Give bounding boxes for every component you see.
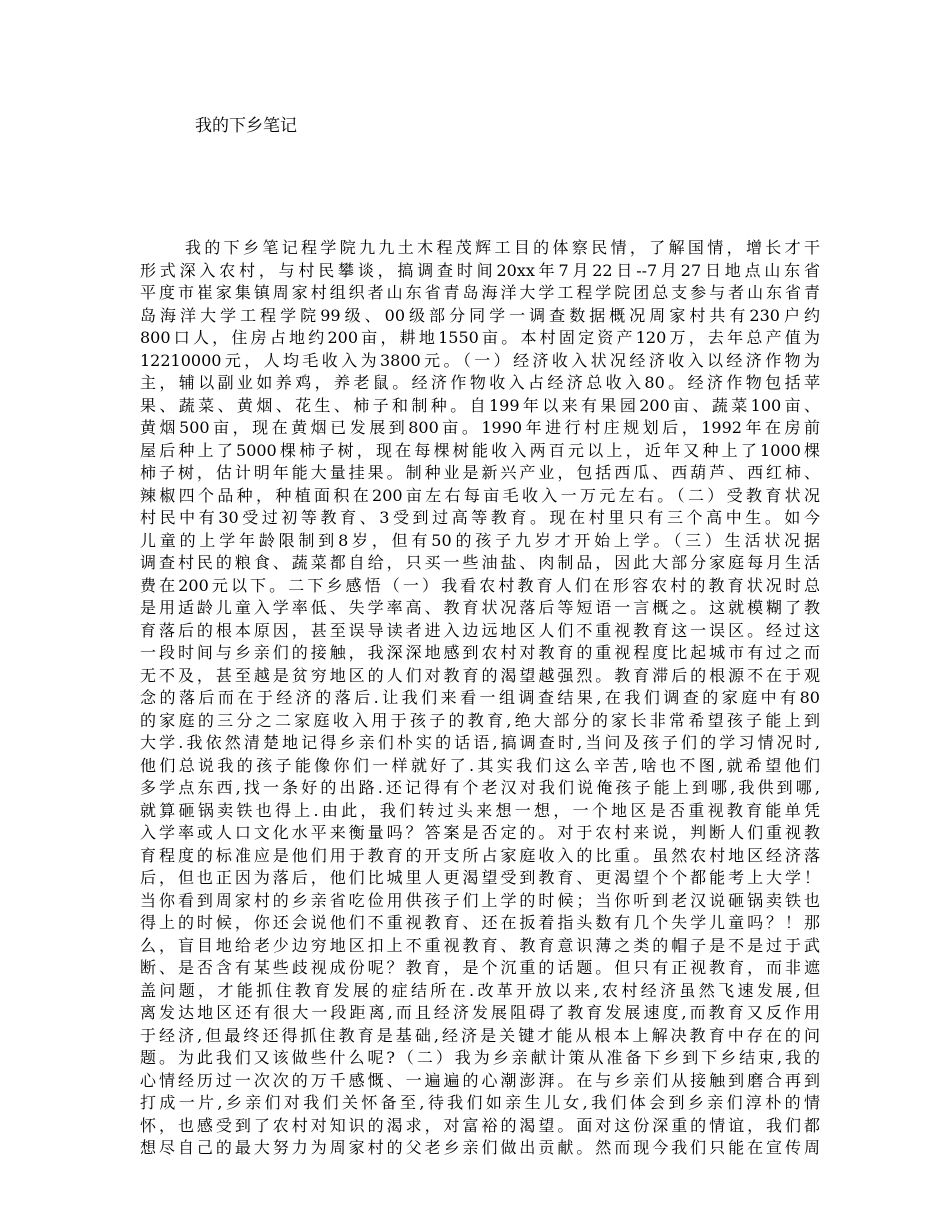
body-line: 念的落后而在于经济的落后.让我们来看一组调查结果,在我们调查的家庭中有80 — [140, 688, 820, 707]
body-line: 800口人，住房占地约200亩，耕地1550亩。本村固定资产120万，去年总产值为 — [140, 328, 820, 347]
document-title: 我的下乡笔记 — [195, 116, 297, 136]
body-line: 得上的时候，你还会说他们不重视教育、还在扳着指头数有几个失学儿童吗？！那 — [140, 913, 820, 932]
body-line: 果、蔬菜、黄烟、花生、柿子和制种。自199年以来有果园200亩、蔬菜100亩、 — [140, 395, 820, 415]
body-line: 无不及，甚至越是贫穷地区的人们对教育的渴望越强烈。教育滞后的根源不在于观 — [140, 665, 820, 685]
body-line: 柿子树，估计明年能大量挂果。制种业是新兴产业，包括西瓜、西葫芦、西红柿、 — [140, 463, 820, 482]
body-line: 断、是否含有某些歧视成份呢？教育，是个沉重的话题。但只有正视教育，而非遮 — [140, 958, 820, 977]
body-line: 大学.我依然清楚地记得乡亲们朴实的话语,搞调查时,当问及孩子们的学习情况时, — [140, 733, 820, 752]
body-line: 平度市崔家集镇周家村组织者山东省青岛海洋大学工程学院团总支参与者山东省青 — [140, 283, 820, 302]
body-line: 离发达地区还有很大一段距离,而且经济发展阻碍了教育发展速度,而教育又反作用 — [140, 1003, 820, 1022]
body-line: 辣椒四个品种，种植面积在200亩左右每亩毛收入一万元左右。（二）受教育状况 — [140, 485, 820, 505]
body-line: 是用适龄儿童入学率低、失学率高、教育状况落后等短语一言概之。这就模糊了教 — [140, 598, 820, 617]
body-line: 后，但也正因为落后，他们比城里人更渴望受到教育、更渴望个个都能考上大学！ — [140, 868, 820, 887]
body-line: 育落后的根本原因，甚至误导读者进入边远地区人们不重视教育这一误区。经过这 — [140, 620, 820, 640]
document-body — [140, 237, 820, 1160]
body-line: 多学点东西,找一条好的出路.还记得有个老汉对我们说俺孩子能上到哪,我供到哪, — [140, 778, 820, 797]
body-line: 黄烟500亩，现在黄烟已发展到800亩。1990年进行村庄规划后，1992年在房前 — [140, 418, 820, 437]
body-line: 育程度的标准应是他们用于教育的开支所占家庭收入的比重。虽然农村地区经济落 — [140, 845, 820, 865]
body-line: 打成一片,乡亲们对我们关怀备至,待我们如亲生儿女,我们体会到乡亲们淳朴的情 — [140, 1093, 820, 1112]
body-line: 怀，也感受到了农村对知识的渴求，对富裕的渴望。面对这份深重的情谊，我们都 — [140, 1115, 820, 1135]
body-line: 就算砸锅卖铁也得上.由此，我们转过头来想一想，一个地区是否重视教育能单凭 — [140, 800, 820, 820]
body-line: 调查村民的粮食、蔬菜都自给，只买一些油盐、肉制品，因此大部分家庭每月生活 — [140, 553, 820, 572]
body-line: 么，盲目地给老少边穷地区扣上不重视教育、教育意识薄之类的帽子是不是过于武 — [140, 935, 820, 955]
body-line: 当你看到周家村的乡亲省吃俭用供孩子们上学的时候；当你听到老汉说砸锅卖铁也 — [140, 890, 820, 910]
body-line: 题。为此我们又该做些什么呢?（二）我为乡亲献计策从准备下乡到下乡结束,我的 — [140, 1048, 820, 1067]
body-line: 形式深入农村，与村民攀谈，搞调查时间20xx年7月22日--7月27日地点山东省 — [140, 260, 820, 280]
body-line: 想尽自己的最大努力为周家村的父老乡亲们做出贡献。然而现今我们只能在宣传周 — [140, 1138, 820, 1157]
body-line: 一段时间与乡亲们的接触，我深深地感到农村对教育的重视程度比起城市有过之而 — [140, 643, 820, 662]
body-line: 村民中有30受过初等教育、3受到过高等教育。现在村里只有三个高中生。如今 — [140, 508, 820, 527]
body-line: 他们总说我的孩子能像你们一样就好了.其实我们这么辛苦,啥也不图,就希望他们 — [140, 755, 820, 775]
body-line: 的家庭的三分之二家庭收入用于孩子的教育,绝大部分的家长非常希望孩子能上到 — [140, 710, 820, 730]
body-line: 于经济,但最终还得抓住教育是基础,经济是关键才能从根本上解决教育中存在的问 — [140, 1025, 820, 1045]
body-line: 屋后种上了5000棵柿子树，现在每棵树能收入两百元以上，近年又种上了1000棵 — [140, 440, 820, 460]
body-line: 盖问题，才能抓住教育发展的症结所在.改革开放以来,农村经济虽然飞速发展,但 — [140, 980, 820, 1000]
body-line: 岛海洋大学工程学院99级、00级部分同学一调查数据概况周家村共有230户约 — [140, 305, 820, 325]
body-line: 12210000元，人均毛收入为3800元。（一）经济收入状况经济收入以经济作物为 — [140, 350, 820, 370]
body-line: 心情经历过一次次的万千感慨、一遍遍的心潮澎湃。在与乡亲们从接触到磨合再到 — [140, 1070, 820, 1090]
body-line: 费在200元以下。二下乡感悟（一）我看农村教育人们在形容农村的教育状况时总 — [140, 575, 820, 595]
body-line: 儿童的上学年龄限制到8岁，但有50的孩子九岁才开始上学。（三）生活状况据 — [140, 530, 820, 550]
body-line: 我的下乡笔记程学院九九土木程茂辉工目的体察民情，了解国情，增长才干 — [185, 238, 820, 257]
body-line: 主，辅以副业如养鸡，养老鼠。经济作物收入占经济总收入80。经济作物包括苹 — [140, 373, 820, 392]
body-line: 入学率或人口文化水平来衡量吗？答案是否定的。对于农村来说，判断人们重视教 — [140, 823, 820, 842]
